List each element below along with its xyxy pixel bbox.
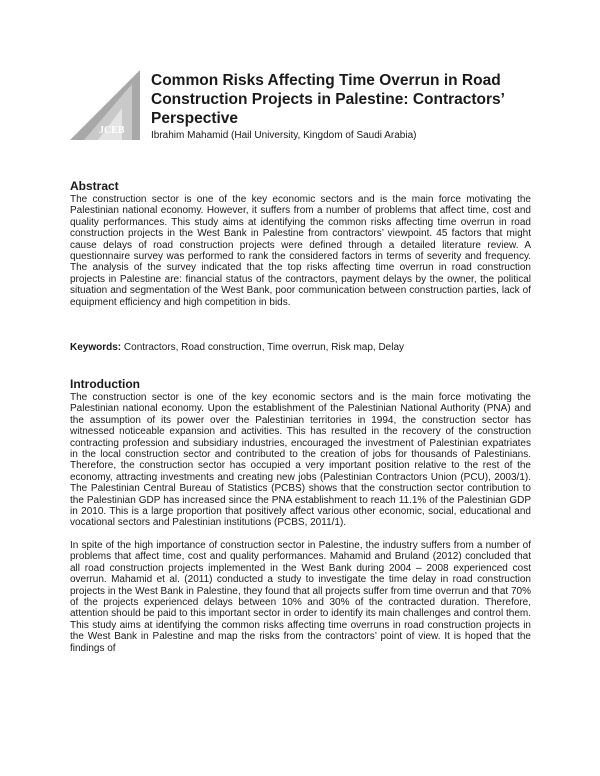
- introduction-section: [70, 377, 531, 654]
- logo-text: JCEB: [99, 125, 125, 136]
- paper-title: Common Risks Affecting Time Overrun in Road Construction Projects in Palestine: Contractors’ Perspective: [151, 72, 505, 127]
- introduction-heading: Introduction: [70, 377, 140, 391]
- journal-logo: [70, 70, 140, 140]
- introduction-paragraph: In spite of the high importance of construction sector in Palestine, the industry suffers from a number of problems that affect time, cost and quality performances. Mahamid and Bruland (2012) concluded that all road construction projects implemented in the West Bank during 2004 – 2008 experienced cost overrun. Mahamid et al. (2011) conducted a study to investigate the time delay in road construction projects in the West Bank in Palestine, they found that all projects suffer from time overrun and that 70% of the projects experienced delays between 10% and 30% of the contracted duration. Therefore, attention should be paid to this important sector in order to identify its main challenges and control them. This study aims at identifying the common risks affecting time overruns in road construction projects in the West Bank in Palestine and map the risks from the contractors’ point of view. It is hoped that the findings of: [70, 539, 531, 654]
- abstract-heading: Abstract: [70, 179, 119, 193]
- introduction-paragraph: The construction sector is one of the key economic sectors and is the main force motivating the Palestinian national economy. Upon the establishment of the Palestinian National Authority (PNA) and the assumption of its power over the Palestinian territories in 1994, the construction sector has witnessed noticeable expansion and activities. This has resulted in the recovery of the construction contracting profession and subsidiary industries, encouraged the investment of Palestinian expatriates in the local construction sector and contributed to the creation of jobs for thousands of Palestinians. Therefore, the construction sector has occupied a very important position relative to the rest of the economy, attracting investments and creating new jobs (Palestinian Contractors Union (PCU), 2003/1). The Palestinian Central Bureau of Statistics (PCBS) shows that the construction sector contribution to the Palestinian GDP has increased since the PNA establishment to reach 11.1% of the Palestinian GDP in 2010. This is a large proportion that positively affect various other economic, social, educational and vocational sectors and Palestinian institutions (PCBS, 2011/1).: [70, 392, 531, 529]
- abstract-section: [70, 179, 531, 308]
- logo-mark-icon: [70, 70, 140, 140]
- abstract-text: The construction sector is one of the key economic sectors and is the main force motivating the Palestinian national economy. However, it suffers from a number of problems that affect time, cost and quality performances. This study aims at identifying the common risks affecting time overrun in road construction projects in the West Bank in Palestine from contractors’ viewpoint. 45 factors that might cause delays of road construction projects were defined through a detailed literature review. A questionnaire survey was performed to rank the considered factors in terms of severity and frequency. The analysis of the survey indicated that the top risks affecting time overrun in road construction projects in Palestine are: financial status of the contractors, payment delays by the owner, the political situation and segmentation of the West Bank, poor communication between construction parties, lack of equipment efficiency and high competition in bids.: [70, 194, 531, 308]
- keywords-line: [70, 342, 531, 353]
- paper-author: Ibrahim Mahamid (Hail University, Kingdom of Saudi Arabia): [151, 130, 417, 141]
- keywords-label: Keywords:: [70, 342, 122, 353]
- keywords-text: Contractors, Road construction, Time overrun, Risk map, Delay: [123, 342, 405, 353]
